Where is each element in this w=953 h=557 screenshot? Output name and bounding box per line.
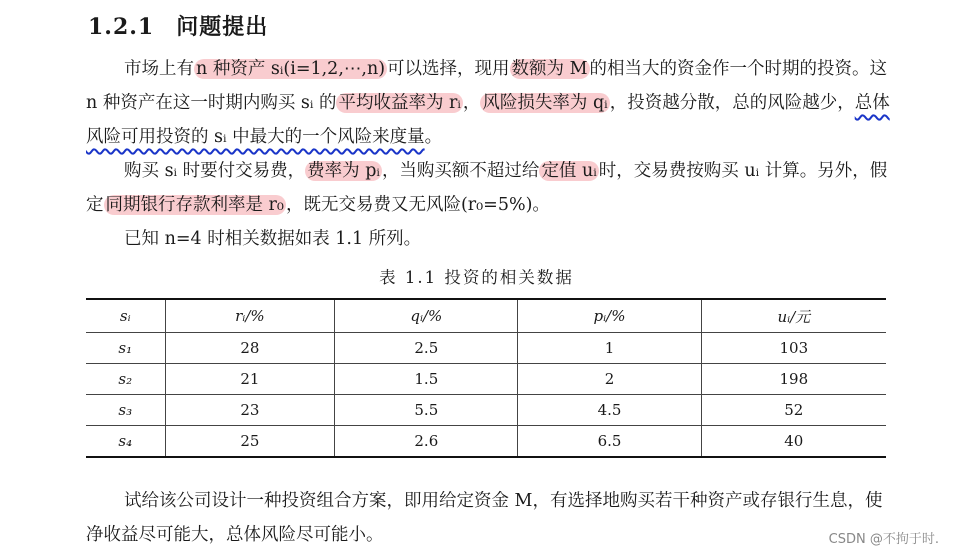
p2-highlight-fixed-value: 定值 uᵢ [541, 161, 597, 181]
header-fee-rate: pᵢ/% [518, 299, 701, 333]
cell-risk-rate: 5.5 [335, 395, 518, 426]
p2-highlight-fee-rate: 费率为 pᵢ [307, 161, 380, 181]
p2-highlight-bank-rate: 同期银行存款利率是 r₀ [105, 195, 284, 215]
p1-underlined-risk-measure: 总体风险可用投资的 sᵢ 中最大的一个风险来度量 [86, 93, 890, 147]
p2-text-4: ，既无交易费又无风险(r₀=5%)。 [285, 195, 550, 215]
cell-risk-rate: 1.5 [335, 364, 518, 395]
p1-highlight-amount: 数额为 M [511, 59, 588, 79]
cell-fixed-value: 198 [779, 370, 809, 388]
p1-highlight-assets: n 种资产 sᵢ(i=1,2,⋯,n) [196, 59, 386, 79]
cell-return-rate: 25 [165, 426, 335, 458]
p2-text-2: ，当购买额不超过给 [381, 161, 540, 181]
cell-asset: s₃ [86, 395, 165, 426]
table-row [86, 333, 886, 364]
p2-text-3: 时，交易费按购买 uᵢ 计算。另外，假定 [86, 161, 888, 215]
section-title: 问题提出 [176, 15, 269, 40]
p1-text-6: 。 [424, 127, 443, 147]
cell-fee-rate: 2 [518, 364, 701, 395]
p1-highlight-risk-rate: 风险损失率为 qᵢ [482, 93, 608, 113]
table-row [86, 364, 886, 395]
investment-data-table [86, 298, 886, 458]
p3-text: 已知 n=4 时相关数据如表 1.1 所列。 [124, 229, 422, 249]
cell-asset: s₄ [86, 426, 165, 458]
cell-fee-rate: 6.5 [518, 426, 701, 458]
cell-fixed-value: 40 [784, 432, 804, 450]
cell-fee-rate: 4.5 [518, 395, 701, 426]
cell-fee-rate: 1 [518, 333, 701, 364]
paragraph-transaction-fee [86, 154, 896, 222]
header-return-rate: rᵢ/% [165, 299, 335, 333]
p1-text-4: ， [462, 93, 481, 113]
cell-fixed-value: 103 [779, 339, 809, 357]
section-heading [88, 10, 268, 41]
cell-asset: s₂ [86, 364, 165, 395]
table-row [86, 426, 886, 458]
header-asset: sᵢ [86, 299, 165, 333]
table-row [86, 395, 886, 426]
cell-return-rate: 28 [165, 333, 335, 364]
cell-risk-rate: 2.6 [335, 426, 518, 458]
cell-return-rate: 21 [165, 364, 335, 395]
p1-text-3: 的相当大的资金作一个时期的投资。这 n 种资产在这一时期内购买 sᵢ 的 [86, 59, 888, 113]
cell-fixed-value: 52 [784, 401, 804, 419]
cell-asset: s₁ [86, 333, 165, 364]
table-caption: 表 1.1 投资的相关数据 [379, 268, 574, 287]
cell-risk-rate: 2.5 [335, 333, 518, 364]
table-header-row [86, 299, 886, 333]
section-number: 1.2.1 [88, 14, 155, 40]
p1-text-1: 市场上有 [124, 59, 194, 79]
header-risk-rate: qᵢ/% [335, 299, 518, 333]
csdn-watermark: CSDN @不拘于时. [828, 532, 939, 547]
cell-return-rate: 23 [165, 395, 335, 426]
header-fixed-value: uᵢ/元 [777, 307, 811, 326]
p1-text-2: 可以选择，现用 [387, 59, 510, 79]
p1-highlight-return-rate: 平均收益率为 rᵢ [338, 93, 461, 113]
p1-text-5: ，投资越分散，总的风险越少， [609, 93, 855, 113]
paragraph-task [86, 484, 896, 552]
paragraph-market-assets [86, 52, 896, 154]
paragraph-known-data [86, 222, 896, 256]
p2-text-1: 购买 sᵢ 时要付交易费， [124, 161, 306, 181]
p4-text: 试给该公司设计一种投资组合方案，即用给定资金 M，有选择地购买若干种资产或存银行生息，使净收益尽可能大，总体风险尽可能小。 [86, 491, 883, 545]
